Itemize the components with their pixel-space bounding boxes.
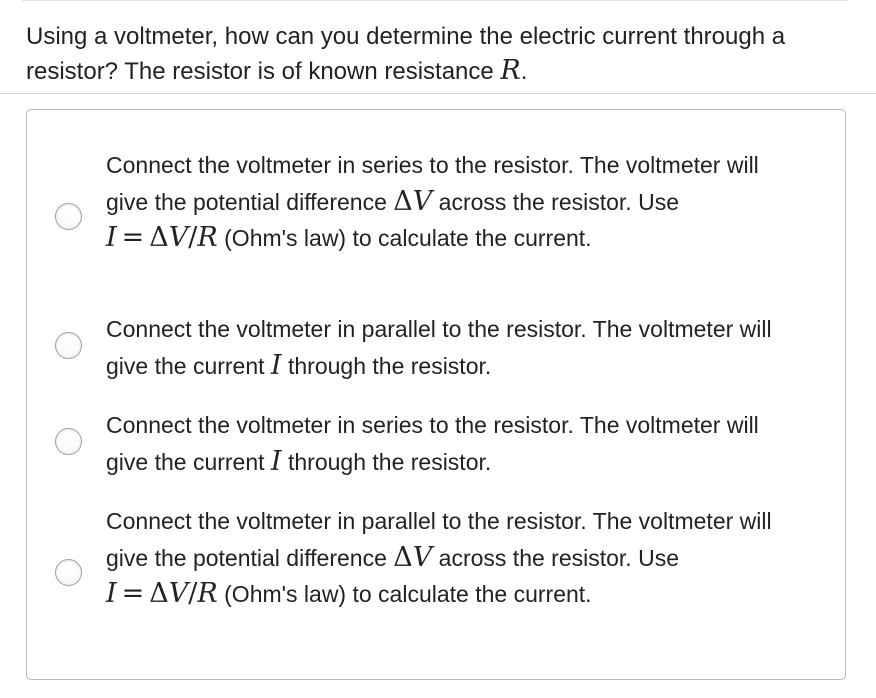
option-1-delta: Δ xyxy=(393,185,413,217)
question-divider xyxy=(0,93,876,94)
option-4-part-2: across the resistor. Use xyxy=(432,544,679,571)
answer-option-3[interactable] xyxy=(27,408,845,480)
question-part-2: . xyxy=(520,58,528,85)
option-4-equals: = xyxy=(121,578,145,609)
option-4-r: R xyxy=(197,578,218,609)
option-4-i: I xyxy=(106,578,117,609)
question-text xyxy=(26,20,856,89)
option-1-v: V xyxy=(412,185,433,217)
option-1-part-2: across the resistor. Use xyxy=(432,188,679,215)
option-4-part-3: (Ohm's law) to calculate the current. xyxy=(217,581,592,607)
option-1-part-1: Connect the voltmeter in series to the resistor. The voltmeter will give the potential difference xyxy=(106,152,759,215)
option-2-part-2: through the resistor. xyxy=(281,352,492,379)
option-4-v: V xyxy=(412,541,433,573)
question-resistance-symbol: R xyxy=(500,55,521,86)
top-rule xyxy=(22,0,848,1)
answer-option-4-text xyxy=(106,504,786,613)
option-3-part-2: through the resistor. xyxy=(281,448,492,475)
option-1-delta-2: Δ xyxy=(149,222,169,253)
answer-option-1-text xyxy=(106,148,786,257)
option-1-part-3: (Ohm's law) to calculate the current. xyxy=(217,225,592,251)
answer-option-3-text xyxy=(106,408,786,480)
radio-button-4[interactable] xyxy=(55,559,82,586)
option-3-part-1: Connect the voltmeter in series to the resistor. The voltmeter will give the current xyxy=(106,412,759,475)
question-part-1: Using a voltmeter, how can you determine the electric current through a resistor? The resistor is of known resistance xyxy=(26,23,786,85)
option-4-v-2: V xyxy=(168,578,189,609)
answer-option-2[interactable] xyxy=(27,312,845,384)
option-1-equals: = xyxy=(121,222,145,253)
option-4-delta-2: Δ xyxy=(149,578,169,609)
answer-choices xyxy=(26,109,846,680)
option-4-part-1: Connect the voltmeter in parallel to the resistor. The voltmeter will give the potential difference xyxy=(106,508,772,571)
option-1-r: R xyxy=(197,222,218,253)
answer-option-4[interactable] xyxy=(27,504,845,644)
option-2-i: I xyxy=(270,349,282,381)
option-1-i: I xyxy=(106,222,117,253)
option-4-delta: Δ xyxy=(393,541,413,573)
radio-button-3[interactable] xyxy=(55,428,82,455)
option-1-v-2: V xyxy=(168,222,189,253)
radio-button-2[interactable] xyxy=(55,332,82,359)
answer-option-1[interactable] xyxy=(27,148,845,288)
option-4-slash: / xyxy=(188,578,198,609)
option-2-part-1: Connect the voltmeter in parallel to the resistor. The voltmeter will give the current xyxy=(106,316,772,379)
radio-button-1[interactable] xyxy=(55,203,82,230)
answer-option-2-text xyxy=(106,312,786,384)
option-3-i: I xyxy=(270,445,282,477)
option-1-slash: / xyxy=(188,222,198,253)
